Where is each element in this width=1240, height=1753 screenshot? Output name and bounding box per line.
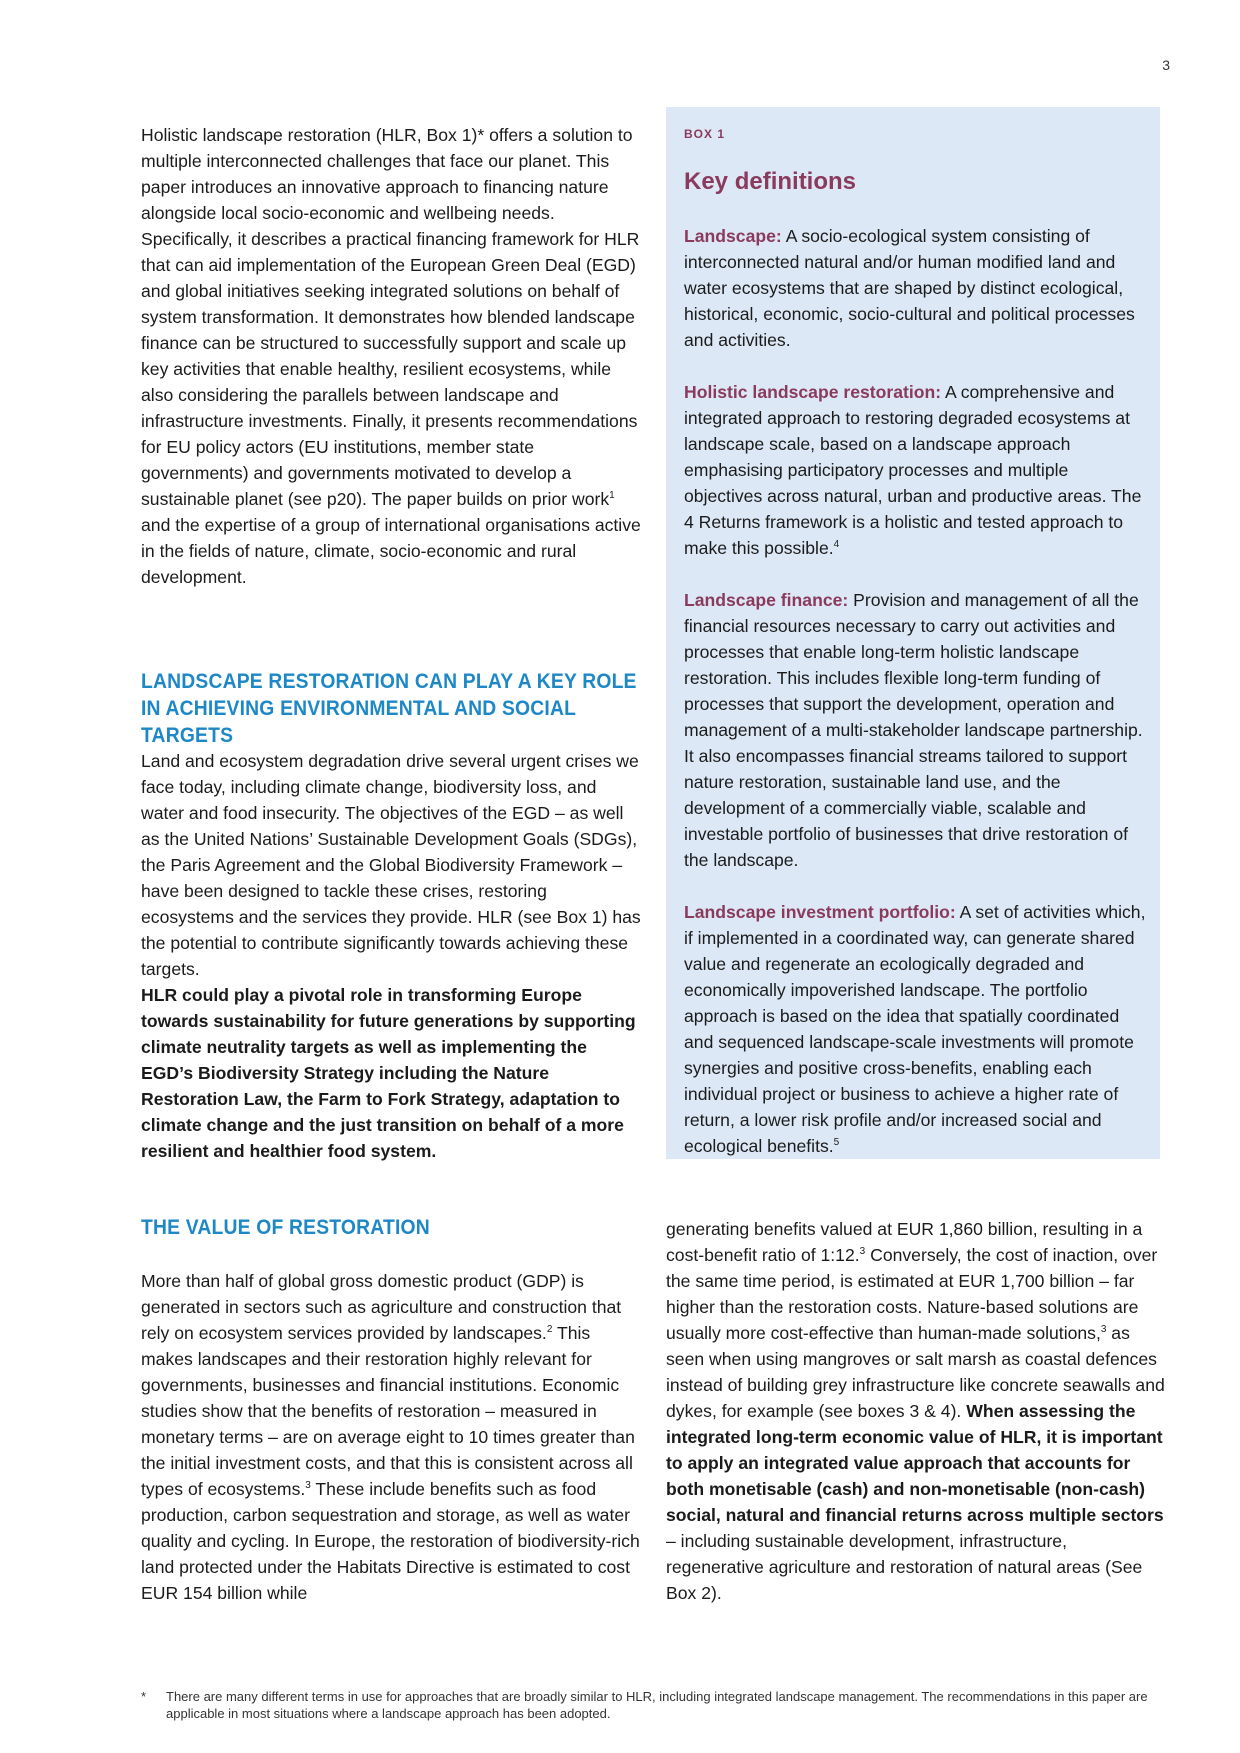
box-key-definitions xyxy=(666,107,1160,1159)
definition-landscape-finance xyxy=(684,587,1149,873)
footnote-ref: 1 xyxy=(609,490,615,502)
footnote-ref: 4 xyxy=(833,539,840,551)
footnote-marker: * xyxy=(141,1689,147,1704)
section-heading-landscape-restoration: LANDSCAPE RESTORATION CAN PLAY A KEY ROLE IN ACHIEVING ENVIRONMENTAL AND SOCIAL TARGETS xyxy=(141,670,637,747)
footnote-ref: 5 xyxy=(833,1137,840,1149)
section2-text: These include benefits such as food production, carbon sequestration and storage, as well as water quality and cycling. In Europe, the restoration of biodiversity-rich land protected under the Habitats Directive is estimated to cost EUR 154 billion while xyxy=(141,1479,640,1603)
section2-text: – including sustainable development, infrastructure, regenerative agriculture and restoration of natural areas (See Box 2). xyxy=(666,1531,1143,1603)
intro-paragraph xyxy=(141,122,641,590)
definition-text: A set of activities which, if implemented in a coordinated way, can generate shared value and regenerate an ecologically degraded and economically impoverished landscape. The portfolio approach is based on the idea that spatially coordinated and sequenced landscape-scale investments will promote synergies and positive cross-benefits, enabling each individual project or business to achieve a higher rate of return, a lower risk profile and/or increased social and ecological benefits. xyxy=(684,902,1146,1156)
section1-body xyxy=(141,748,641,1164)
definition-term: Holistic landscape restoration: xyxy=(684,382,942,402)
intro-text-after: and the expertise of a group of international organisations active in the fields of nature, climate, socio-economic and rural development. xyxy=(141,515,641,587)
section2-right-column xyxy=(666,1216,1166,1606)
definition-text: Provision and management of all the financial resources necessary to carry out activities and processes that enable long-term holistic landscape restoration. This includes flexible long-term funding of processes that support the development, operation and management of a multi-stakeholder landscape partnership. It also encompasses financial streams tailored to support nature restoration, sustainable land use, and the development of a commercially viable, scalable and investable portfolio of businesses that drive restoration of the landscape. xyxy=(684,590,1143,870)
definition-text: A comprehensive and integrated approach to restoring degraded ecosystems at landscape scale, based on a landscape approach emphasising participatory processes and multiple objectives across natural, urban and productive areas. The 4 Returns framework is a holistic and tested approach to make this possible. xyxy=(684,382,1142,558)
section2-text: generating benefits valued at EUR 1,860 billion, resulting in a cost-benefit ratio of 1:12. xyxy=(666,1219,1143,1265)
footnote-text: There are many different terms in use for approaches that are broadly similar to HLR, including integrated landscape management. The recommendations in this paper are applicable in most situations where a landscape approach has been adopted. xyxy=(166,1689,1148,1721)
box-title: Key definitions xyxy=(684,168,857,195)
footnote-ref: 2 xyxy=(546,1324,553,1336)
definition-landscape-investment-portfolio xyxy=(684,899,1149,1159)
section2-text: This makes landscapes and their restoration highly relevant for governments, businesses and financial institutions. Economic studies show that the benefits of restoration – measured in monetary terms – are on average eight to 10 times greater than the initial investment costs, and that this is consistent across all types of ecosystems. xyxy=(141,1323,635,1499)
definition-term: Landscape: xyxy=(684,226,782,246)
page-number: 3 xyxy=(1162,57,1170,73)
definition-holistic-landscape-restoration xyxy=(684,379,1149,561)
footnote-ref: 3 xyxy=(859,1246,866,1258)
section2-text: Conversely, the cost of inaction, over the same time period, is estimated at EUR 1,700 billion – far higher than the restoration costs. Nature-based solutions are usually more cost-effective than human-made solutions, xyxy=(666,1245,1158,1343)
section-heading-value-of-restoration: THE VALUE OF RESTORATION xyxy=(141,1216,430,1239)
definition-landscape xyxy=(684,223,1149,353)
section1-bold-statement: HLR could play a pivotal role in transforming Europe towards sustainability for future generations by supporting climate neutrality targets as well as implementing the EGD’s Biodiversity Strategy including the Nature Restoration Law, the Farm to Fork Strategy, adaptation to climate change and the just transition on behalf of a more resilient and healthier food system. xyxy=(141,985,636,1161)
definition-text: A socio-ecological system consisting of interconnected natural and/or human modified land and water ecosystems that are shaped by distinct ecological, historical, economic, socio-cultural and political processes and activities. xyxy=(684,226,1135,350)
section2-bold-statement: When assessing the integrated long-term economic value of HLR, it is important to apply an integrated value approach that accounts for both monetisable (cash) and non-monetisable (non-cash) social, natural and financial returns across multiple sectors xyxy=(666,1401,1164,1525)
box-kicker: BOX 1 xyxy=(684,127,726,141)
section2-text: More than half of global gross domestic product (GDP) is generated in sectors such as agriculture and construction that rely on ecosystem services provided by landscapes. xyxy=(141,1271,622,1343)
footnote-ref: 3 xyxy=(1100,1324,1107,1336)
definition-term: Landscape finance: xyxy=(684,590,849,610)
intro-text: Holistic landscape restoration (HLR, Box 1)* offers a solution to multiple interconnected challenges that face our planet. This paper introduces an innovative approach to financing nature alongside local socio-economic and wellbeing needs. Specifically, it describes a practical financing framework for HLR that can aid implementation of the European Green Deal (EGD) and global initiatives seeking integrated solutions on behalf of system transformation. It demonstrates how blended landscape finance can be structured to successfully support and scale up key activities that enable healthy, resilient ecosystems, while also considering the parallels between landscape and infrastructure investments. Finally, it presents recommendations for EU policy actors (EU institutions, member state governments) and governments motivated to develop a sustainable planet (see p20). The paper builds on prior work xyxy=(141,125,640,509)
section2-left-column xyxy=(141,1268,641,1606)
footnote-ref: 3 xyxy=(305,1480,311,1492)
section1-paragraph: Land and ecosystem degradation drive several urgent crises we face today, including climate change, biodiversity loss, and water and food insecurity. The objectives of the EGD – as well as the United Nations’ Sustainable Development Goals (SDGs), the Paris Agreement and the Global Biodiversity Framework – have been designed to tackle these crises, restoring ecosystems and the services they provide. HLR (see Box 1) has the potential to contribute significantly towards achieving these targets. xyxy=(141,751,641,979)
footnote xyxy=(141,1688,1161,1722)
section2-text: as seen when using mangroves or salt marsh as coastal defences instead of building grey infrastructure like concrete seawalls and dykes, for example (see boxes 3 & 4). xyxy=(666,1323,1165,1421)
definition-term: Landscape investment portfolio: xyxy=(684,902,956,922)
